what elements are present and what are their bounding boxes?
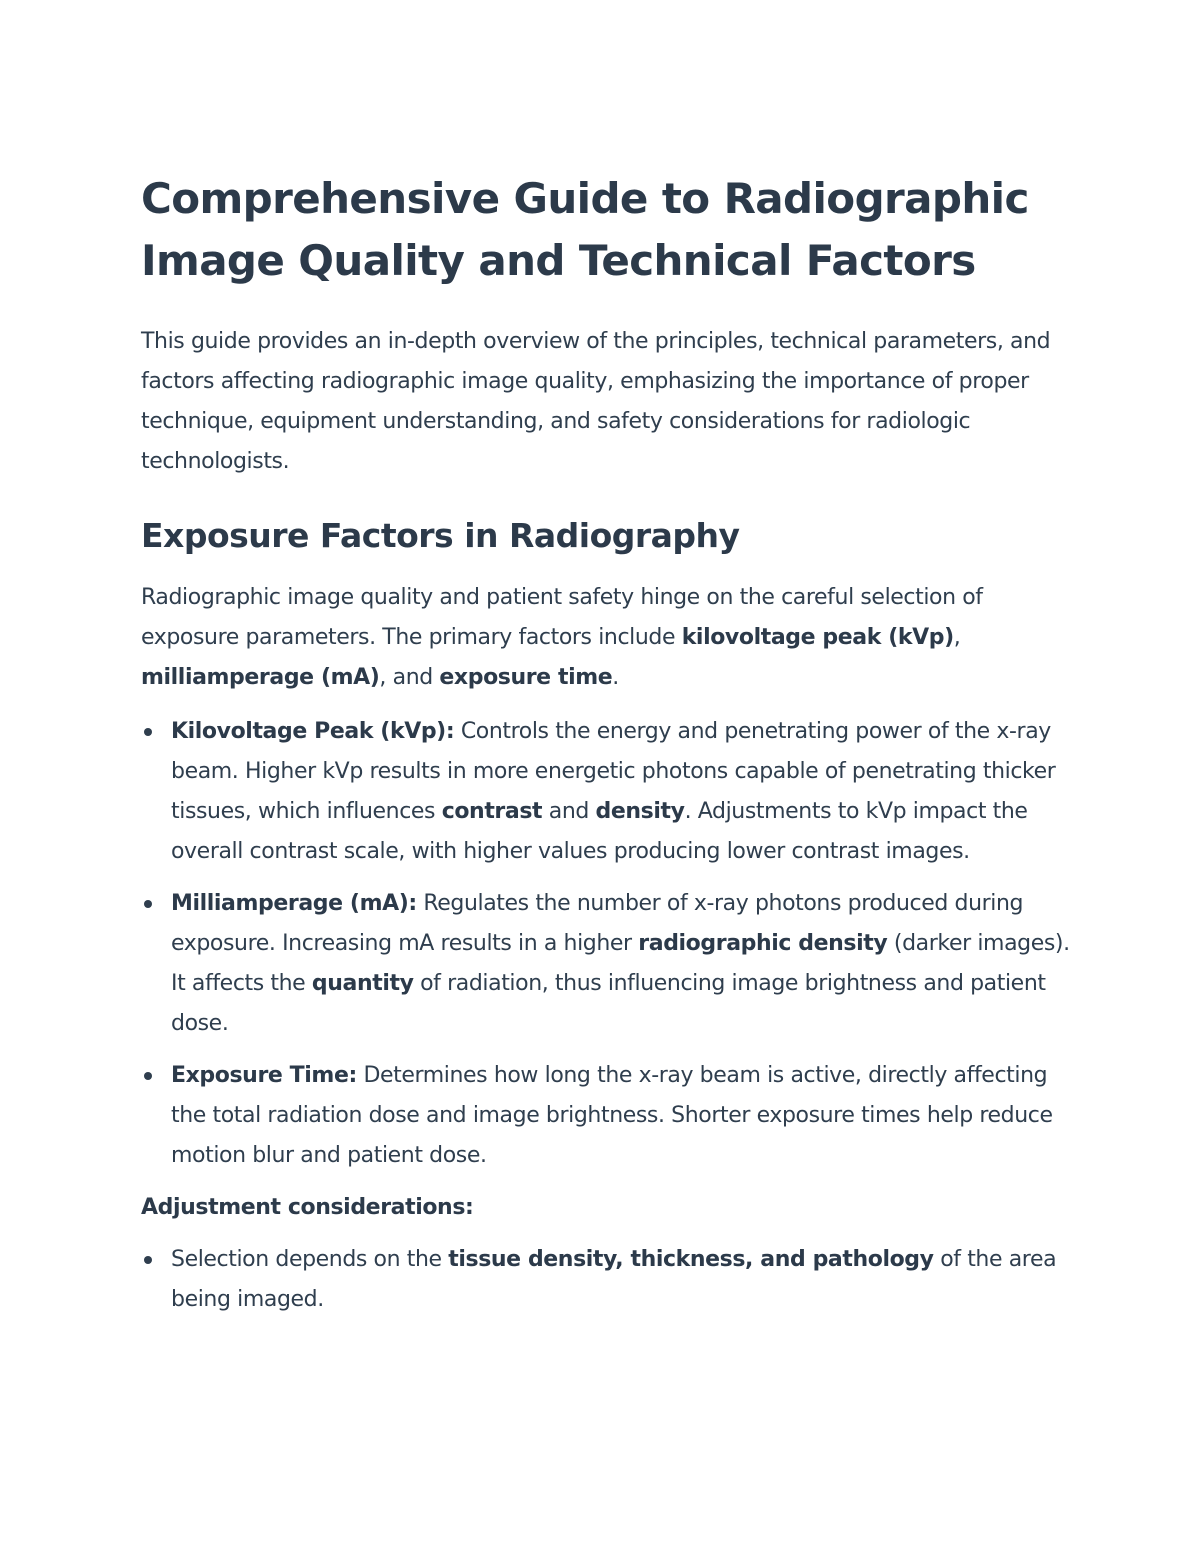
bullet-icon <box>144 728 152 736</box>
document-page <box>141 168 1071 1332</box>
bullet-icon <box>144 1072 152 1080</box>
lead-bold-exposure-time: exposure time <box>439 665 613 690</box>
bullet-icon <box>144 1256 152 1264</box>
list-item-text: . Adjustments to kVp impact the overall contrast scale, with higher values producing lower contrast images. <box>171 799 1028 864</box>
list-item-text: Controls the energy and penetrating power of the x-ray beam. Higher kVp results in more energetic photons capable of penetrating thicker tissues, which influences <box>171 719 1056 824</box>
lead-text-3: , and <box>379 665 440 690</box>
section-heading: Exposure Factors in Radiography <box>141 516 740 555</box>
list-item-bold: radiographic density <box>638 931 888 956</box>
list-item-text: (darker images). It affects the <box>171 931 1070 996</box>
lead-text-2: , <box>953 625 961 650</box>
list-item-text: Selection depends on the <box>171 1247 449 1272</box>
lead-bold-ma: milliamperage (mA) <box>141 665 380 690</box>
list-item-bold: tissue density, thickness, and pathology <box>448 1247 934 1272</box>
list-item-bold: quantity <box>311 971 414 996</box>
list-item-bold: contrast <box>441 799 543 824</box>
bullet-icon <box>144 900 152 908</box>
exposure-factors-list <box>141 712 1071 1176</box>
list-item-text: of the area being imaged. <box>171 1247 1057 1312</box>
page-title: Comprehensive Guide to Radiographic Image Quality and Technical Factors <box>141 174 1029 285</box>
section-lead-paragraph <box>141 578 1071 698</box>
intro-paragraph: This guide provides an in-depth overview of the principles, technical parameters, and factors affecting radiographic image quality, emphasizing the importance of proper technique, equipment understanding, and safety considerations for radiologic technologists. <box>141 329 1051 474</box>
lead-text-1: Radiographic image quality and patient safety hinge on the careful selection of exposure parameters. The primary factors include <box>141 585 983 650</box>
lead-bold-kvp: kilovoltage peak (kVp) <box>681 625 954 650</box>
list-item-text: and <box>542 799 596 824</box>
list-item <box>141 712 1071 872</box>
list-item <box>141 884 1071 1044</box>
list-item-label: Exposure Time: <box>171 1063 357 1088</box>
list-item-text: of radiation, thus influencing image brightness and patient dose. <box>171 971 1046 1036</box>
lead-text-4: . <box>612 665 619 690</box>
list-item-text: Regulates the number of x-ray photons produced during exposure. Increasing mA results in a higher <box>171 891 1024 956</box>
list-item <box>141 1240 1071 1320</box>
list-item <box>141 1056 1071 1176</box>
list-item-label: Milliamperage (mA): <box>171 891 417 916</box>
adjustment-subheading: Adjustment considerations: <box>141 1195 474 1220</box>
list-item-text: Determines how long the x-ray beam is active, directly affecting the total radiation dose and image brightness. Shorter exposure times help reduce motion blur and patient dose. <box>171 1063 1053 1168</box>
list-item-label: Kilovoltage Peak (kVp): <box>171 719 455 744</box>
list-item-bold: density <box>595 799 685 824</box>
adjustment-list <box>141 1240 1071 1320</box>
